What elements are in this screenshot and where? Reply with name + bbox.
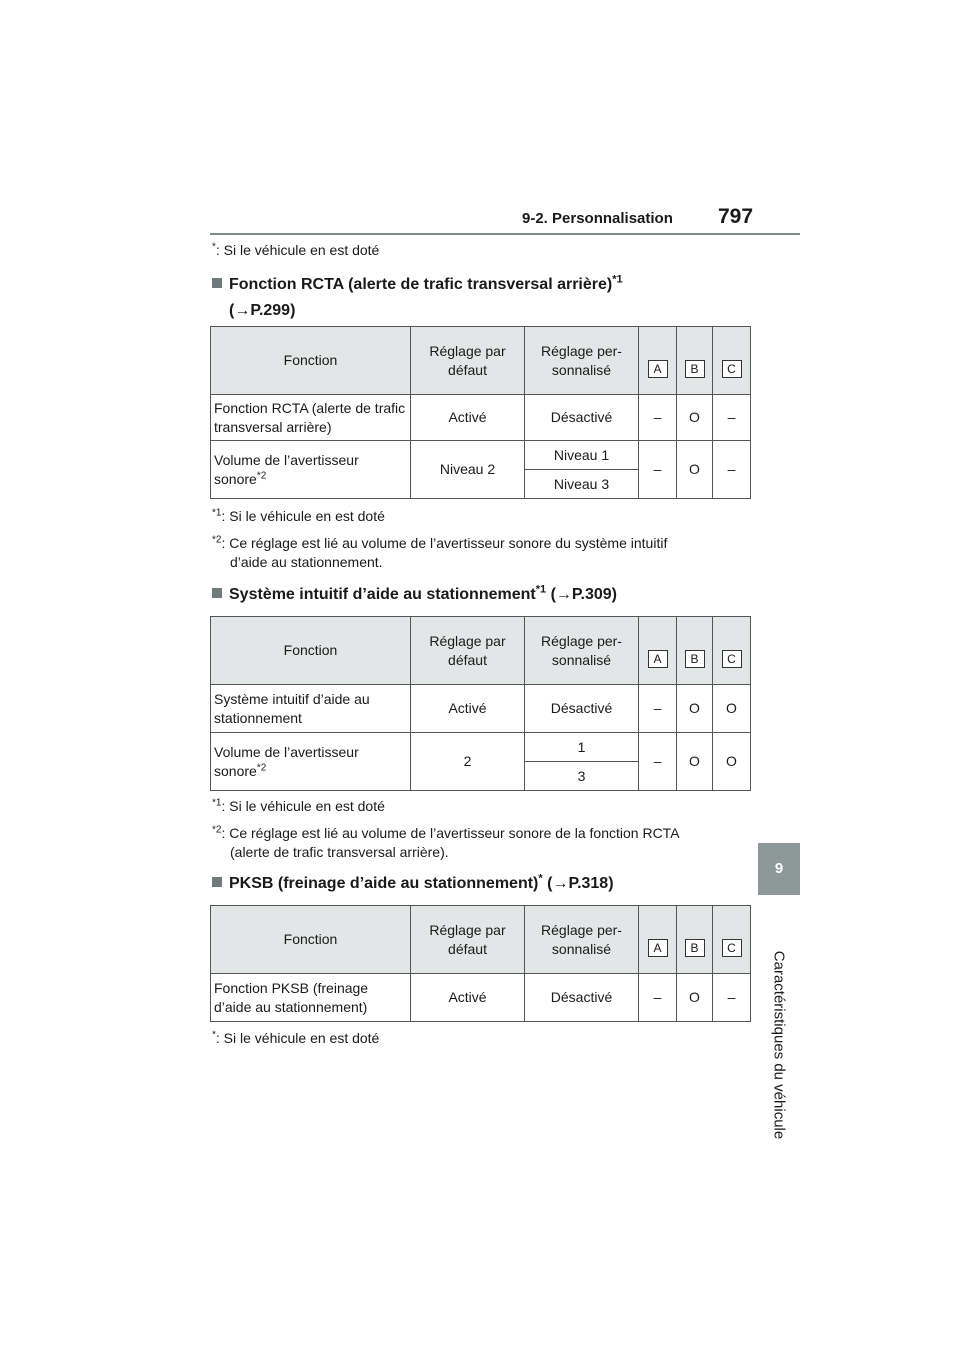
page-number: 797 — [718, 205, 754, 228]
column-header-custom: Réglage per-sonnalisé — [525, 906, 639, 974]
page-reference: (→P.299) — [229, 302, 296, 319]
column-header-function: Fonction — [211, 617, 411, 685]
section-heading: Système intuitif d’aide au stationnement$^{*1}$ (→P.309) — [212, 583, 617, 607]
header-divider — [210, 233, 800, 235]
table-row: Volume de l’avertisseur sonore$^{*2}$ 2 1 – O O — [211, 733, 751, 762]
settings-table: Fonction Réglage par défaut Réglage per-sonnalisé A B C Système intuitif d’aide au stationnement Activé Désactivé – O O Volume de l’avertisseur sonore$^{*2}$ 2 1 – O O 3 — [210, 616, 751, 791]
chapter-tab: 9 — [758, 843, 800, 895]
square-bullet-icon — [212, 278, 222, 288]
column-label-a: A — [648, 939, 668, 957]
column-label-c: C — [722, 650, 742, 668]
column-header-default: Réglage par défaut — [411, 327, 525, 395]
column-header-function: Fonction — [211, 906, 411, 974]
column-label-c: C — [722, 360, 742, 378]
footnote: *: Si le véhicule en est doté — [212, 1029, 380, 1046]
page-reference: (→P.309) — [550, 586, 617, 603]
column-header-custom: Réglage per-sonnalisé — [525, 327, 639, 395]
table-row: Système intuitif d’aide au stationnement Activé Désactivé – O O — [211, 685, 751, 733]
table-row: Fonction PKSB (freinage d’aide au stationnement) Activé Désactivé – O – — [211, 974, 751, 1022]
column-label-b: B — [685, 939, 705, 957]
table-row: Fonction RCTA (alerte de trafic transversal arrière) Activé Désactivé – O – — [211, 395, 751, 441]
page-reference: (→P.318) — [547, 875, 614, 892]
column-label-c: C — [722, 939, 742, 957]
column-label-b: B — [685, 360, 705, 378]
table-row: Volume de l’avertisseur sonore$^{*2}$ Niveau 2 Niveau 1 – O – — [211, 441, 751, 470]
column-header-default: Réglage par défaut — [411, 617, 525, 685]
section-title: 9-2. Personnalisation — [522, 210, 673, 227]
footnote: $^{*2}$: Ce réglage est lié au volume de l’avertisseur sonore de la fonction RCTA (alerte de trafic transversal arrière). — [212, 824, 680, 860]
column-header-custom: Réglage per-sonnalisé — [525, 617, 639, 685]
settings-table: Fonction Réglage par défaut Réglage per-sonnalisé A B C Fonction RCTA (alerte de trafic transversal arrière) Activé Désactivé – O – Volume de l’avertisseur sonore$^{*2}$ Niveau 2 Niveau 1 – O – Niveau 3 — [210, 326, 751, 499]
footnote: *: Si le véhicule en est doté — [212, 241, 380, 258]
chapter-title: Caractéristiques du véhicule — [770, 950, 788, 1140]
column-header-function: Fonction — [211, 327, 411, 395]
column-label-b: B — [685, 650, 705, 668]
footnote: $^{*1}$: Si le véhicule en est doté — [212, 797, 385, 814]
column-header-default: Réglage par défaut — [411, 906, 525, 974]
column-label-a: A — [648, 360, 668, 378]
column-label-a: A — [648, 650, 668, 668]
square-bullet-icon — [212, 588, 222, 598]
settings-table — [210, 905, 751, 1022]
page-header — [520, 205, 800, 235]
footnote: $^{*1}$: Si le véhicule en est doté — [212, 507, 385, 524]
section-heading: PKSB (freinage d’aide au stationnement)* (→P.318) — [212, 872, 614, 896]
section-heading: Fonction RCTA (alerte de trafic transversal arrière)$^{*1}$ (→P.299) — [212, 273, 623, 323]
footnote: $^{*2}$: Ce réglage est lié au volume de l’avertisseur sonore du système intuitif d’aide au stationnement. — [212, 534, 668, 570]
square-bullet-icon — [212, 877, 222, 887]
